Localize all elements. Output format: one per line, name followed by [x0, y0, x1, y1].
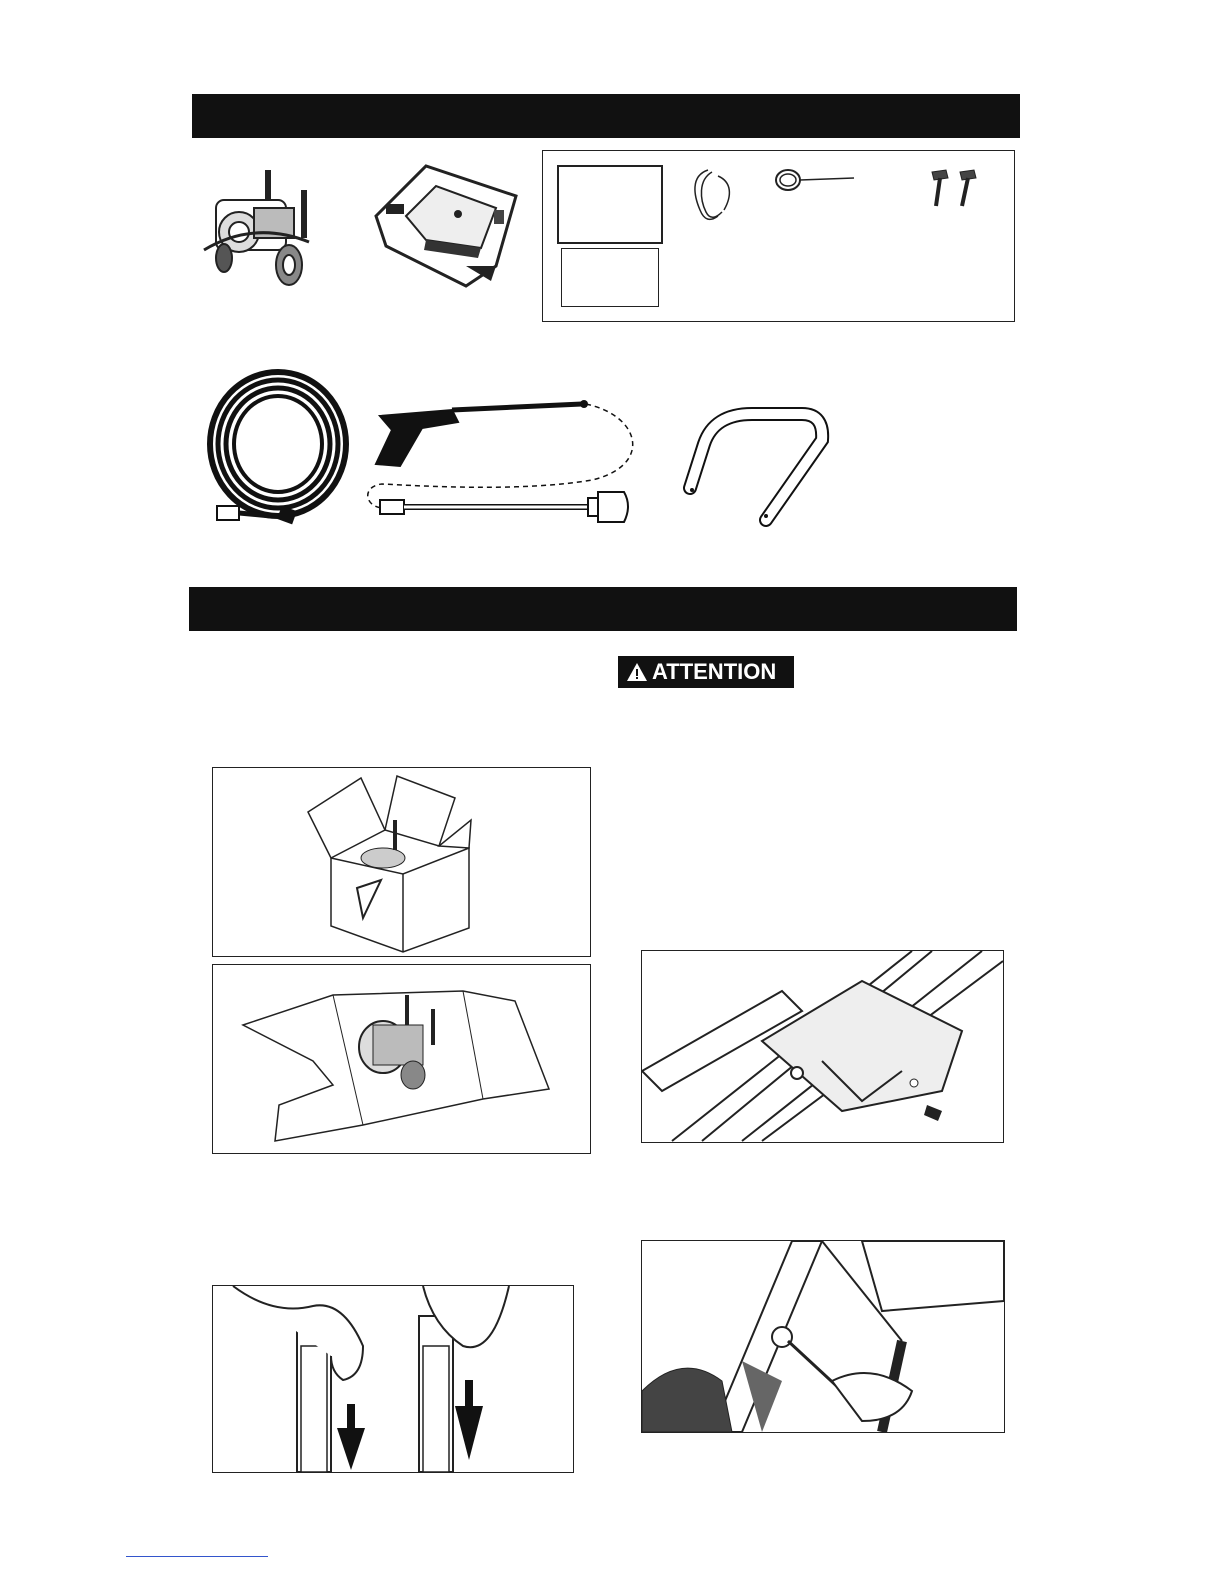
high-pressure-hose-image: [203, 366, 353, 530]
card-document-image: [561, 248, 659, 307]
figure-attach-base-bolt: [641, 950, 1004, 1143]
figure-press-pins: [212, 1285, 574, 1473]
tube-image: [688, 166, 738, 224]
spray-gun-wand-image: [362, 396, 642, 530]
down-arrow-icon: [337, 1404, 365, 1470]
cap-with-line-image: [774, 165, 858, 197]
section-header-bar-contents: [192, 94, 1020, 138]
bolts-image: [926, 168, 982, 208]
base-tray-image: [366, 156, 528, 294]
footer-link-underline[interactable]: [126, 1556, 268, 1557]
figure-tighten-bolt: [641, 1240, 1005, 1433]
attention-badge: [618, 656, 794, 688]
attention-label: ATTENTION: [652, 659, 777, 684]
section-header-bar-assembly: [189, 587, 1017, 631]
warning-triangle-icon: [626, 662, 648, 682]
manual-document-image: [557, 165, 663, 244]
figure-open-box: [212, 767, 591, 957]
pressure-washer-unit-image: [194, 160, 334, 292]
down-arrow-icon: [455, 1380, 483, 1460]
u-handle-image: [682, 404, 832, 532]
figure-flattened-box: [212, 964, 591, 1154]
